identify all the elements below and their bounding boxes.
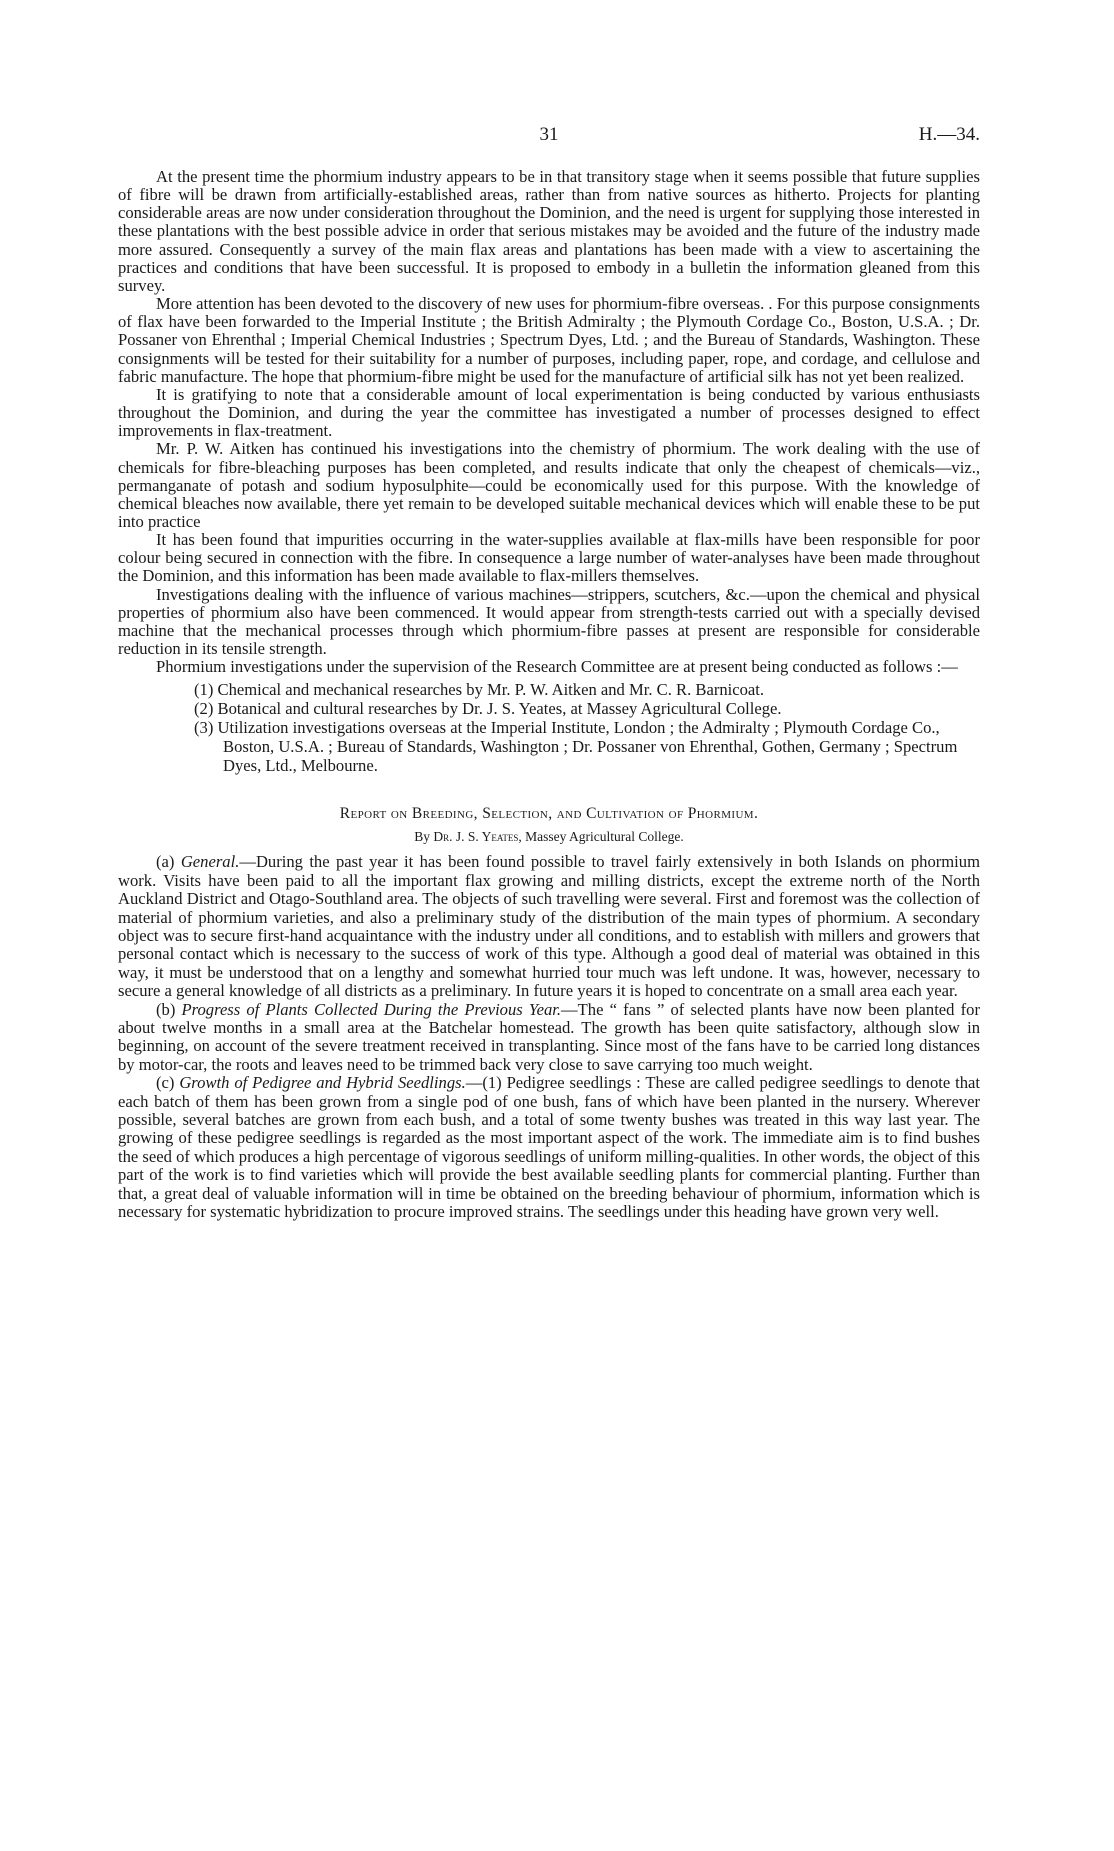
investigation-list [118, 680, 980, 775]
report-body [118, 853, 980, 1221]
list-item: (1) Chemical and mechanical researches by Mr. P. W. Aitken and Mr. C. R. Barnicoat. [194, 680, 765, 700]
paragraph-new-uses: More attention has been devoted to the discovery of new uses for phormium-fibre overseas. . For this purpose consignments of flax have been forwarded to the Imperial Institute ; the British Admiralty ; the Plymouth Cordage Co., Boston, U.S.A. ; Dr. Possaner von Ehrenthal ; Imperial Chemical Industries ; Spectrum Dyes, Ltd. ; and the Bureau of Standards, Washington. These consignments will be tested for their suitability for a number of purposes, including paper, rope, and cordage, and cellulose and fabric manufacture. The hope that phormium-fibre might be used for the manufacture of artificial silk has not yet been realized. [118, 294, 980, 386]
section-label: (b) [156, 999, 176, 1019]
paragraph-machines: Investigations dealing with the influence of various machines—strippers, scutchers, &c.—upon the chemical and physical properties of phormium also have been commenced. It would appear from strength-tests carried out with a specially devised machine that the mechanical processes through which phormium-fibre passes at present are responsible for considerable reduction in its tensile strength. [118, 584, 980, 659]
section-general [118, 853, 980, 1000]
section-heading: Growth of Pedigree and Hybrid Seedlings. [179, 1073, 466, 1093]
list-item: (2) Botanical and cultural researches by Dr. J. S. Yeates, at Massey Agricultural College. [194, 699, 782, 719]
paragraph-industry-stage: At the present time the phormium industry appears to be in that transitory stage when it seems possible that future supplies of fibre will be drawn from artificially-established areas, rather than from native sources as hitherto. Projects for planting considerable areas are now under consideration throughout the Dominion, and the need is urgent for supplying those interested in these plantations with the best possible advice in order that serious mistakes may be avoided and the future of the industry made more assured. Consequently a survey of the main flax areas and plantations has been made with a view to ascertaining the practices and conditions that have been successful. It is proposed to embody in a bulletin the information gleaned from this survey. [118, 167, 980, 295]
section-label: (a) [156, 852, 175, 872]
byline-affiliation: Massey Agricultural College. [525, 829, 684, 845]
paragraph-investigations-intro: Phormium investigations under the supervision of the Research Committee are at present being conducted as follows :— [156, 657, 958, 677]
byline-author: Dr. J. S. Yeates, [433, 829, 522, 845]
paragraph-chemistry: Mr. P. W. Aitken has continued his investigations into the chemistry of phormium. The work dealing with the use of chemicals for fibre-bleaching purposes has been completed, and results indicate that only the cheapest of chemicals—viz., permanganate of potash and sodium hyposulphite—could be economically used for this purpose. With the knowledge of chemical bleaches now available, there yet remain to be developed suitable mechanical devices which will enable these to be put into practice [118, 439, 980, 531]
report-byline [118, 829, 980, 845]
section-heading: Progress of Plants Collected During the Previous Year. [181, 999, 562, 1019]
document-page [118, 118, 980, 1222]
list-item: (3) Utilization investigations overseas at the Imperial Institute, London ; the Admiralty ; Plymouth Cordage Co., Boston, U.S.A. ; Bureau of Standards, Washington ; Dr. Possaner von Ehrenthal, Gothen, Germany ; Spectrum Dyes, Ltd., Melbourne. [194, 718, 958, 776]
byline-prefix: By [414, 829, 431, 845]
section-progress-of-plants [118, 1001, 980, 1075]
section-text: —The “ fans ” of selected plants have now been planted for about twelve months in a small area at the Batchelar homestead. The growth has been quite satisfactory, although slow in beginning, on account of the severe treatment received in transplanting. Since most of the fans have to be carried long distances by motor-car, the roots and leaves need to be trimmed back very close to save carrying too much weight. [118, 999, 980, 1074]
intro-section [118, 168, 980, 676]
section-growth-of-seedlings [118, 1074, 980, 1221]
section-text: —During the past year it has been found possible to travel fairly extensively in both Islands on phormium work. Visits have been paid to all the important flax growing and milling districts, except the extreme north of the North Auckland District and Otago-Southland area. The objects of such travelling were several. First and foremost was the collection of material of phormium varieties, and also a preliminary study of the distribution of the main types of phormium. A secondary object was to secure first-hand acquaintance with the industry under all conditions, and to establish with millers and growers that personal contact which is necessary to the success of work of this type. Although a good deal of material was obtained in this way, it must be understood that on a lengthy and somewhat hurried tour much was left undone. It was, however, necessary to secure a general knowledge of all districts as a preliminary. In future years it is hoped to concentrate on a small area each year. [118, 852, 980, 1001]
paragraph-water-impurities: It has been found that impurities occurring in the water-supplies available at flax-mills have been responsible for poor colour being secured in connection with the fibre. In consequence a large number of water-analyses have been made throughout the Dominion, and this information has been made available to flax-millers themselves. [118, 530, 980, 586]
page-header [118, 118, 980, 152]
report-title: Report on Breeding, Selection, and Cultivation of Phormium. [339, 805, 759, 823]
section-heading: General. [180, 852, 240, 872]
section-label: (c) [156, 1073, 175, 1093]
paragraph-local-experimentation: It is gratifying to note that a considerable amount of local experimentation is being conducted by various enthusiasts throughout the Dominion, and during the year the committee has investigated a number of processes designed to effect improvements in flax-treatment. [118, 384, 980, 441]
page-number: 31 [539, 124, 559, 145]
section-text: —(1) Pedigree seedlings : These are called pedigree seedlings to denote that each batch of them has been grown from a single pod of one bush, fans of which have been planted in the nursery. Wherever possible, several batches are grown from each bush, and a total of some twenty bushes was treated in this way last year. The growing of these pedigree seedlings is regarded as the most important aspect of the work. The immediate aim is to find bushes the seed of which produces a high percentage of vigorous seedlings of uniform milling-qualities. In other words, the object of this part of the work is to find varieties which will provide the best available seedling plants for commercial planting. Further than that, a great deal of valuable information will in time be obtained on the breeding behaviour of phormium, information which is necessary for systematic hybridization to procure improved strains. The seedlings under this heading have grown very well. [118, 1073, 981, 1222]
document-reference: H.—34. [918, 124, 980, 145]
